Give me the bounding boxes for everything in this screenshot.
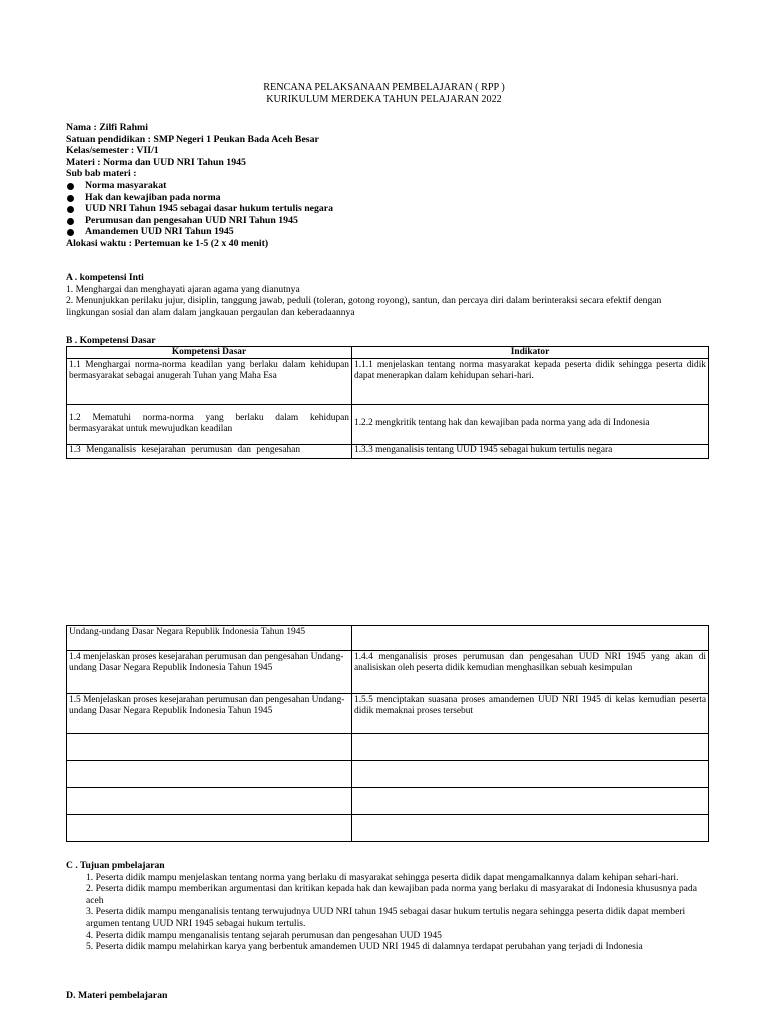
school-name: Satuan pendidikan : SMP Negeri 1 Peukan Bada Aceh Besar — [66, 133, 319, 145]
subchapter-list — [66, 180, 333, 238]
list-item: UUD NRI Tahun 1945 sebagai dasar hukum tertulis negara — [66, 203, 333, 215]
list-item: 4. Peserta didik mampu menganalisis tentang sejarah perumusan dan pengesahan UUD 1945 — [86, 929, 442, 941]
section-heading: D. Materi pembelajaran — [66, 990, 168, 1001]
table-cell — [352, 815, 709, 842]
table-row — [67, 651, 709, 694]
list-item: 5. Peserta didik mampu melahirkan karya yang berbentuk amandemen UUD NRI 1945 di dalamnya terdapat perubahan yang terjadi di Indonesia — [86, 941, 643, 953]
list-item: Perumusan dan pengesahan UUD NRI Tahun 1945 — [66, 215, 333, 227]
document-title — [0, 82, 768, 105]
table-cell — [352, 761, 709, 788]
subject-material: Materi : Norma dan UUD NRI Tahun 1945 — [66, 156, 246, 168]
table-cell — [67, 788, 352, 815]
table-row — [67, 788, 709, 815]
list-item: Amandemen UUD NRI Tahun 1945 — [66, 226, 333, 238]
table-row — [67, 815, 709, 842]
table-row — [67, 358, 709, 404]
table-row — [67, 444, 709, 458]
table-cell — [352, 626, 709, 651]
table-row — [67, 761, 709, 788]
list-item: 2. Menunjukkan perilaku jujur, disiplin, tanggung jawab, peduli (toleran, gotong royong), santun, dan percaya diri dalam berinteraksi secara efektif dengan lingkungan sosial dan alam dalam jangkauan pergaulan dan keberadaannya — [66, 295, 662, 318]
section-heading: B . Kompetensi Dasar — [66, 335, 156, 346]
table-row — [67, 694, 709, 734]
table-cell: 1.3.3 menganalisis tentang UUD 1945 sebagai hukum tertulis negara — [354, 444, 613, 455]
table-cell: Undang-undang Dasar Negara Republik Indonesia Tahun 1945 — [67, 626, 352, 651]
table-cell: 1.4.4 menganalisis proses perumusan dan pengesahan UUD NRI 1945 yang akan di analisiskan oleh peserta didik kemudian menghasilkan sebuah kesimpulan — [352, 651, 709, 694]
objectives-list — [66, 872, 716, 953]
list-item: 1. Menghargai dan menghayati ajaran agama yang dianutnya — [66, 283, 300, 295]
subchapter-label: Sub bab materi : — [66, 168, 137, 180]
table-row — [67, 734, 709, 761]
core-competence-section — [66, 272, 706, 318]
table-cell — [67, 734, 352, 761]
competence-table — [66, 346, 709, 459]
list-item: Hak dan kewajiban pada norma — [66, 192, 333, 204]
table-cell — [67, 761, 352, 788]
table-cell — [352, 788, 709, 815]
title-line-2: KURIKULUM MERDEKA TAHUN PELAJARAN 2022 — [266, 93, 502, 105]
title-line-1: RENCANA PELAKSANAAN PEMBELAJARAN ( RPP ) — [263, 82, 505, 93]
table-header-row — [67, 347, 709, 359]
table-row — [67, 626, 709, 651]
list-item: 3. Peserta didik mampu menganalisis tentang terwujudnya UUD NRI tahun 1945 sebagai dasar hukum tertulis negara sehingga peserta didik dapat memberi argumen tentang UUD NRI 1945 sebagai hukum tertulis. — [86, 906, 686, 929]
column-header-kd: Kompetensi Dasar — [67, 347, 352, 359]
competence-table-continued — [66, 625, 709, 842]
table-cell: 1.1 Menghargai norma-norma keadilan yang berlaku dalam kehidupan bermasyarakat sebagai anugerah Tuhan yang Maha Esa — [67, 358, 352, 404]
column-header-indicator: Indikator — [352, 347, 709, 359]
list-item: Norma masyarakat — [66, 180, 333, 192]
teacher-name: Nama : Zilfi Rahmi — [66, 122, 148, 133]
table-cell: 1.1.1 menjelaskan tentang norma masyarakat kepada peserta didik sehingga peserta didik dapat menerapkan dalam kehidupan sehari-hari. — [352, 358, 709, 404]
table-cell-wrap — [67, 444, 352, 458]
table-row — [67, 404, 709, 444]
section-heading: A . kompetensi Inti — [66, 272, 144, 283]
table-cell: 1.5 Menjelaskan proses kesejarahan perumusan dan pengesahan Undang-undang Dasar Negara Republik Indonesia Tahun 1945 — [67, 694, 352, 734]
section-heading: C . Tujuan pmbelajaran — [66, 860, 165, 871]
identity-block — [66, 122, 333, 250]
table-cell: 1.4 menjelaskan proses kesejarahan perumusan dan pengesahan Undang-undang Dasar Negara Republik Indonesia Tahun 1945 — [67, 651, 352, 694]
table-cell: 1.3 Menganalisis kesejarahan perumusan dan pengesahan — [69, 444, 301, 455]
table-cell: 1.2.2 mengkritik tentang hak dan kewajiban pada norma yang ada di Indonesia — [352, 404, 709, 444]
list-item: 1. Peserta didik mampu menjelaskan tentang norma yang berlaku di masyarakat sehingga peserta didik dapat mengamalkannya dalam kehipan sehari-hari. — [86, 871, 679, 883]
table-cell: 1.5.5 menciptakan suasana proses amandemen UUD NRI 1945 di kelas kemudian peserta didik memaknai proses tersebut — [352, 694, 709, 734]
table-cell: 1.2 Mematuhi norma-norma yang berlaku dalam kehidupan bermasyarakat untuk mewujudkan keadilan — [67, 404, 352, 444]
learning-objectives-section — [66, 860, 716, 953]
table-cell — [352, 734, 709, 761]
class-semester: Kelas/semester : VII/1 — [66, 145, 159, 157]
table-cell — [67, 815, 352, 842]
list-item: 2. Peserta didik mampu memberikan argumentasi dan kritikan kepada hak dan kewajiban pada norma yang berlaku di masyarakat di Indonesia khususnya pada aceh — [86, 883, 697, 906]
table-cell-wrap — [352, 444, 709, 458]
time-allocation: Alokasi waktu : Pertemuan ke 1-5 (2 x 40 menit) — [66, 237, 269, 249]
